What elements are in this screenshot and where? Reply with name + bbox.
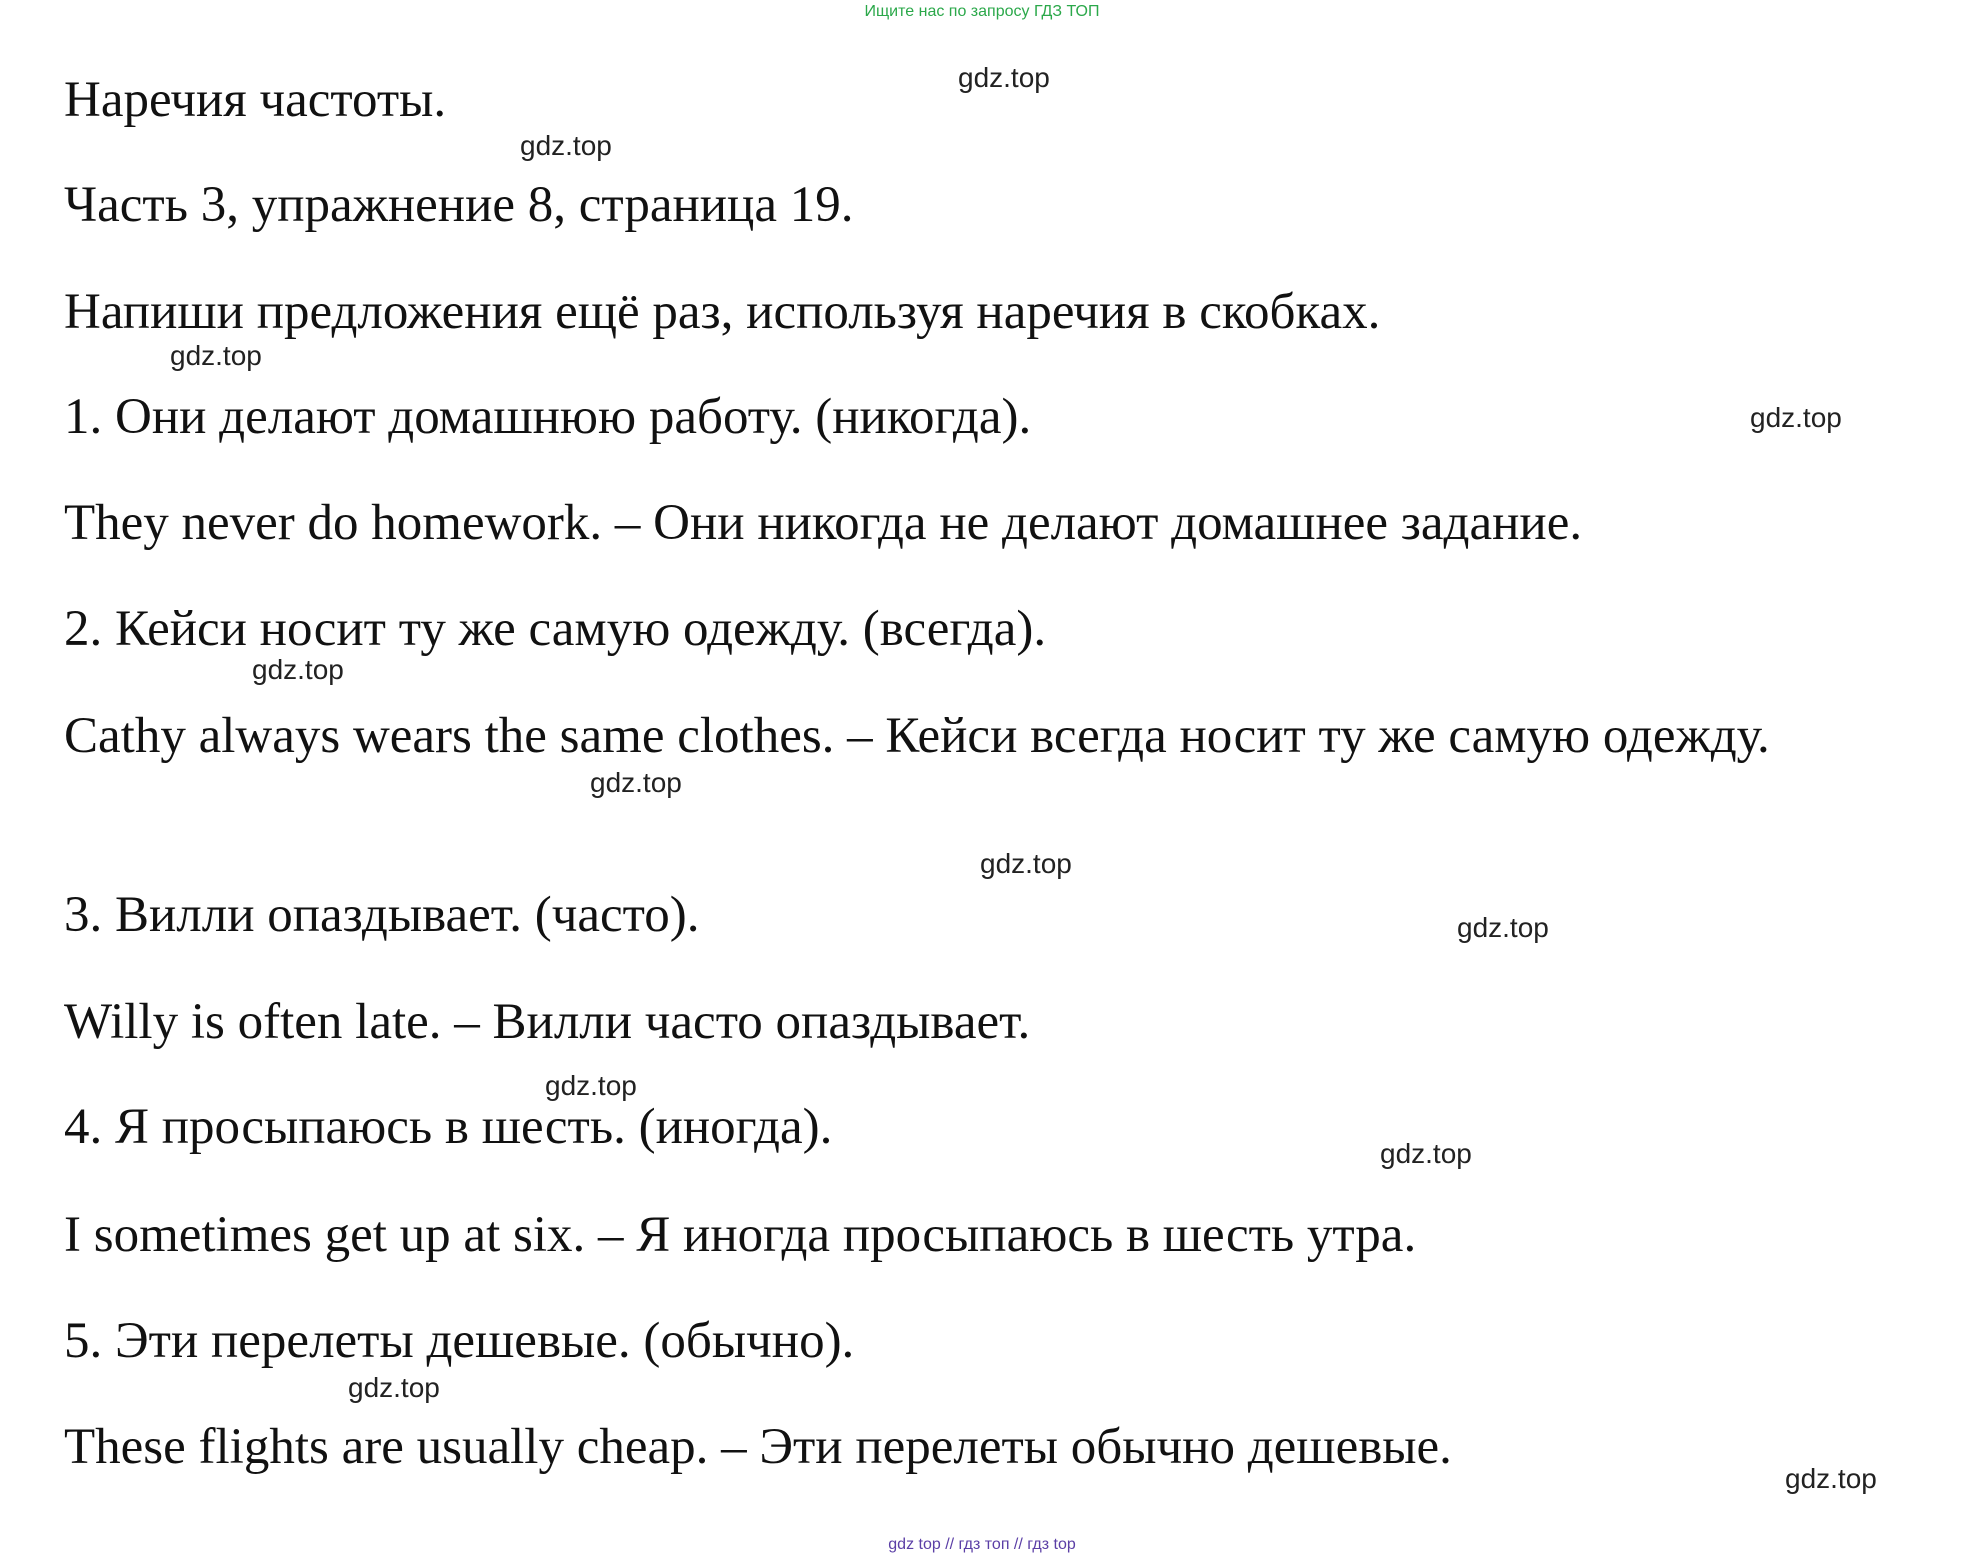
answer-3: Willy is often late. – Вилли часто опаздывает. [64,994,1031,1050]
answer-5: These flights are usually cheap. – Эти перелеты обычно дешевые. [64,1419,1452,1475]
watermark: gdz.top [1380,1138,1472,1169]
watermark: gdz.top [348,1372,440,1403]
instruction-text: Напиши предложения ещё раз, используя наречия в скобках. [64,284,1381,340]
answer-2: Cathy always wears the same clothes. – Кейси всегда носит ту же самую одежду. [64,708,1770,764]
watermark: gdz.top [1750,402,1842,433]
watermark: gdz.top [980,848,1072,879]
watermark: gdz.top [170,340,262,371]
task-3: 3. Вилли опаздывает. (часто). [64,887,700,943]
header-banner: Ищите нас по запросу ГДЗ ТОП [864,3,1100,20]
task-4: 4. Я просыпаюсь в шесть. (иногда). [64,1099,833,1155]
watermark: gdz.top [590,767,682,798]
exercise-reference: Часть 3, упражнение 8, страница 19. [64,177,854,233]
task-2: 2. Кейси носит ту же самую одежду. (всегда). [64,601,1047,657]
footer-banner: gdz top // гдз топ // гдз top [888,1536,1076,1553]
watermark: gdz.top [1785,1463,1877,1494]
watermark: gdz.top [545,1070,637,1101]
watermark: gdz.top [520,130,612,161]
watermark: gdz.top [252,654,344,685]
answer-1: They never do homework. – Они никогда не делают домашнее задание. [64,495,1583,551]
task-1: 1. Они делают домашнюю работу. (никогда). [64,389,1032,445]
watermark: gdz.top [958,62,1050,93]
task-5: 5. Эти перелеты дешевые. (обычно). [64,1313,855,1369]
answer-4: I sometimes get up at six. – Я иногда просыпаюсь в шесть утра. [64,1207,1417,1263]
watermark: gdz.top [1457,912,1549,943]
page-title: Наречия частоты. [64,72,447,128]
